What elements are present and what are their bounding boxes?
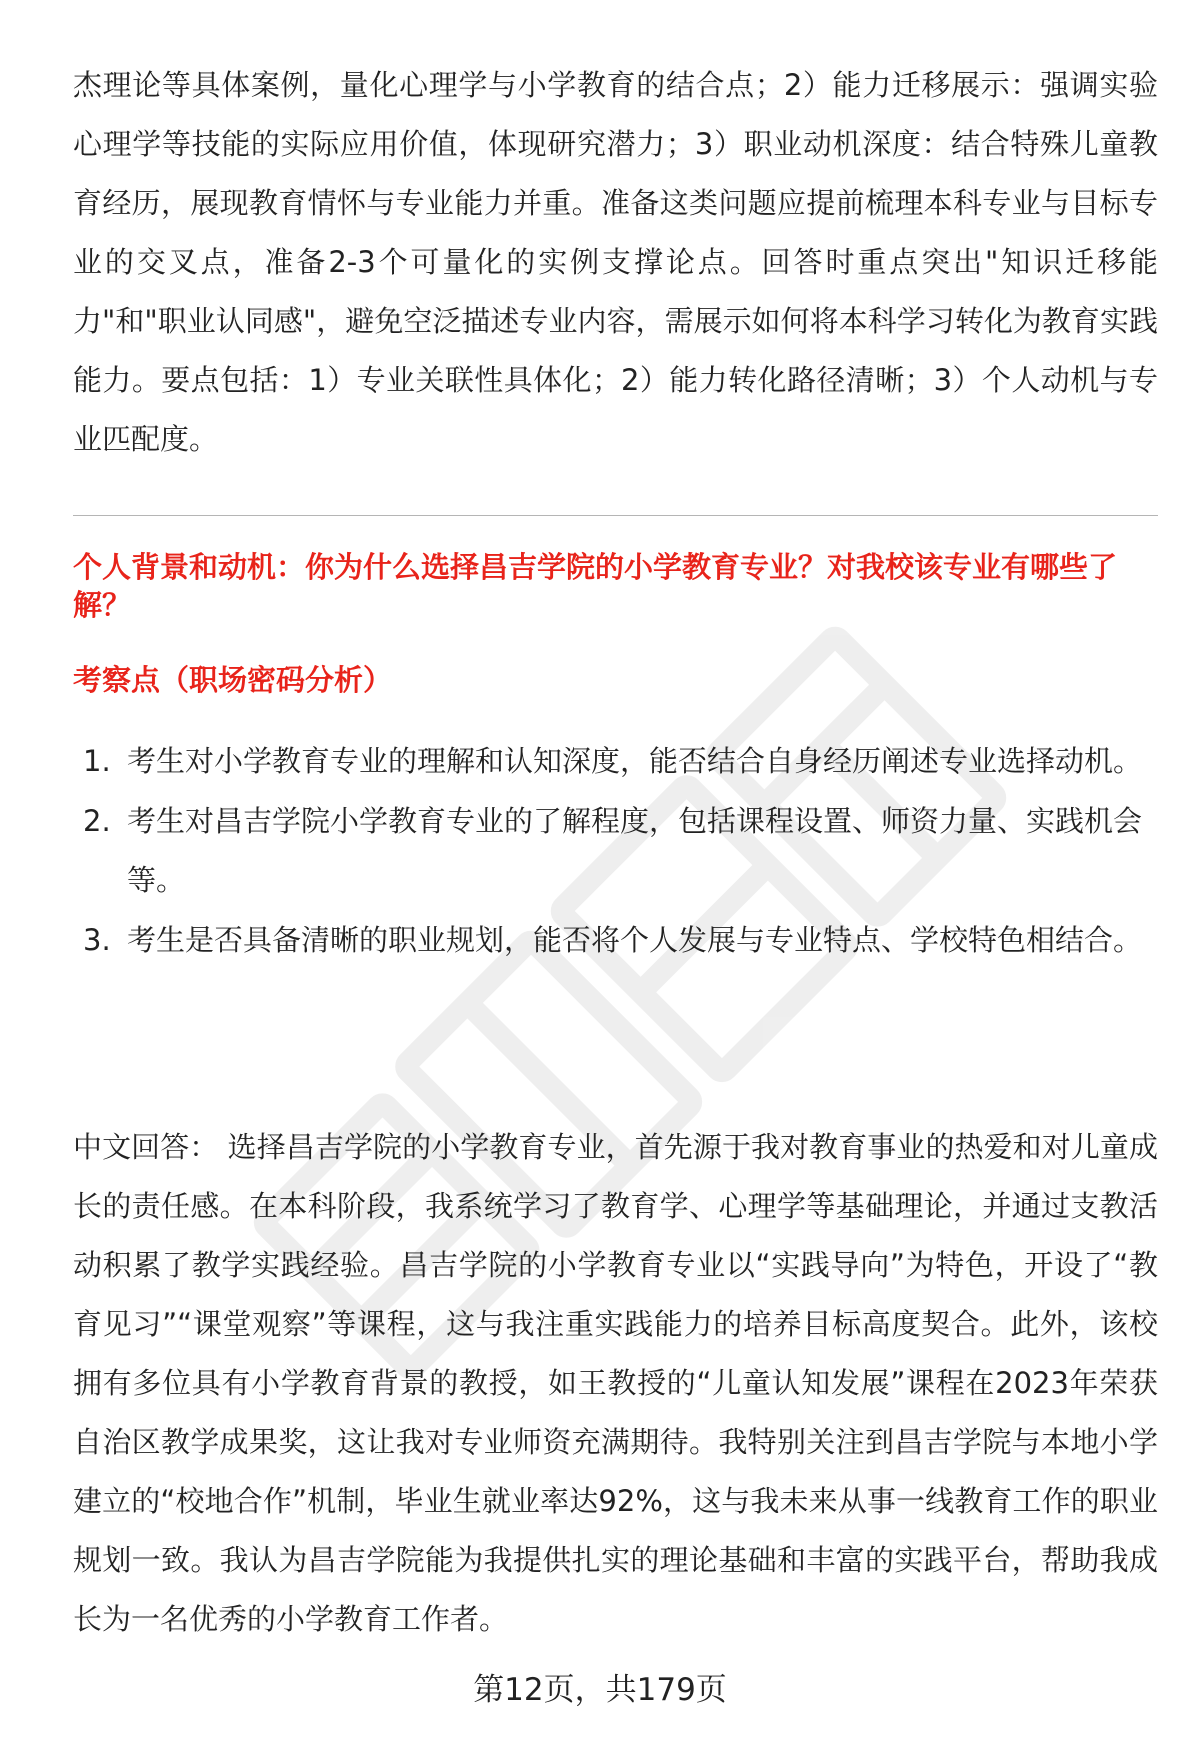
intro-section [73, 56, 1158, 469]
question-heading: 个人背景和动机：你为什么选择昌吉学院的小学教育专业？对我校该专业有哪些了解？ [73, 550, 1118, 622]
list-item-number: 1. [83, 744, 111, 778]
list-item [73, 792, 1158, 910]
section-divider [73, 515, 1158, 516]
list-item-number: 2. [83, 804, 111, 838]
list-item-number: 3. [83, 923, 111, 957]
list-item-text: 考生是否具备清晰的职业规划，能否将个人发展与专业特点、学校特色相结合。 [127, 923, 1143, 957]
assessment-points-heading: 考察点（职场密码分析） [73, 663, 393, 697]
list-item [73, 911, 1158, 970]
page-number: 第12页，共179页 [473, 1672, 727, 1708]
list-item-text: 考生对昌吉学院小学教育专业的了解程度，包括课程设置、师资力量、实践机会等。 [127, 804, 1143, 897]
list-item-text: 考生对小学教育专业的理解和认知深度，能否结合自身经历阐述专业选择动机。 [127, 744, 1143, 778]
list-item [73, 732, 1158, 791]
answer-section [73, 1118, 1158, 1649]
assessment-points-list [73, 732, 1158, 971]
answer-paragraph: 中文回答： 选择昌吉学院的小学教育专业，首先源于我对教育事业的热爱和对儿童成长的责任感。在本科阶段，我系统学习了教育学、心理学等基础理论，并通过支教活动积累了教学实践经验。昌吉学院的小学教育专业以“实践导向”为特色，开设了“教育见习”“课堂观察”等课程，这与我注重实践能力的培养目标高度契合。此外，该校拥有多位具有小学教育背景的教授，如王教授的“儿童认知发展”课程在2023年荣获自治区教学成果奖，这让我对专业师资充满期待。我特别关注到昌吉学院与本地小学建立的“校地合作”机制，毕业生就业率达92%，这与我未来从事一线教育工作的职业规划一致。我认为昌吉学院能为我提供扎实的理论基础和丰富的实践平台，帮助我成长为一名优秀的小学教育工作者。 [73, 1130, 1158, 1636]
intro-paragraph: 杰理论等具体案例，量化心理学与小学教育的结合点；2）能力迁移展示：强调实验心理学等技能的实际应用价值，体现研究潜力；3）职业动机深度：结合特殊儿童教育经历，展现教育情怀与专业能力并重。准备这类问题应提前梳理本科专业与目标专业的交叉点，准备2-3个可量化的实例支撑论点。回答时重点突出"知识迁移能力"和"职业认同感"，避免空泛描述专业内容，需展示如何将本科学习转化为教育实践能力。要点包括：1）专业关联性具体化；2）能力转化路径清晰；3）个人动机与专业匹配度。 [73, 68, 1158, 456]
